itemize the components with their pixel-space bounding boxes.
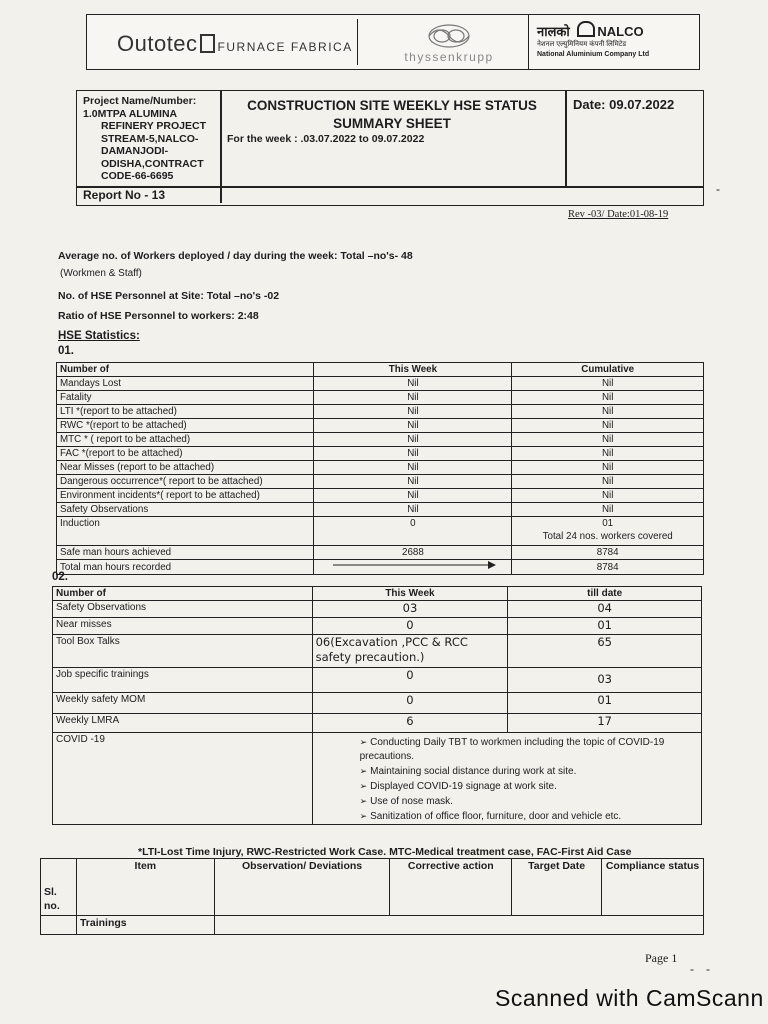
hse-personnel: No. of HSE Personnel at Site: Total –no's -02	[58, 290, 280, 302]
week-range: For the week : .03.07.2022 to 09.07.2022	[227, 133, 425, 145]
nalco-logo: नालको NALCO नेशनल एल्युमिनियम कंपनी लिमिटेड National Aluminium Company Ltd	[537, 21, 693, 65]
nalco-hindi-name: नालको	[537, 24, 570, 39]
covid-measures-list	[360, 735, 698, 824]
logo-divider	[357, 19, 358, 65]
report-number: Report No - 13	[83, 188, 166, 202]
report-date: Date: 09.07.2022	[573, 97, 675, 112]
table-row: Total man hours recorded 8784	[57, 560, 704, 575]
table-row: FAC *(report to be attached) Nil Nil	[57, 447, 704, 461]
table-row: Near misses 0 01	[53, 618, 702, 635]
table-row: MTC * ( report to be attached) Nil Nil	[57, 433, 704, 447]
nalco-emblem-icon	[577, 21, 595, 37]
logo-divider	[528, 15, 529, 69]
list-item: ➢ Maintaining social distance during work at site.	[360, 764, 698, 779]
section-01-label: 01.	[58, 345, 74, 357]
table-row: Safety Observations 03 04	[53, 601, 702, 618]
table-row: Trainings	[41, 916, 704, 935]
table-row: Induction 0 01 Total 24 nos. workers covered	[57, 517, 704, 546]
table-header: Sl. no. Item Observation/ Deviations Corrective action Target Date Compliance status	[41, 859, 704, 916]
nalco-subtitle: National Aluminium Company Ltd	[537, 51, 650, 58]
table-row: Environment incidents*( report to be attached) Nil Nil	[57, 489, 704, 503]
hse-statistics-table-1	[56, 362, 704, 575]
workers-count: Average no. of Workers deployed / day during the week: Total –no's- 48	[58, 250, 413, 262]
table-header: Number of This Week till date	[53, 587, 702, 601]
table-row: Weekly safety MOM 0 01	[53, 693, 702, 714]
list-item: ➢ Displayed COVID-19 signage at work site.	[360, 779, 698, 794]
table-row: Mandays Lost Nil Nil	[57, 377, 704, 391]
document-title: CONSTRUCTION SITE WEEKLY HSE STATUS SUMMARY SHEET	[247, 98, 537, 131]
table-row: LTI *(report to be attached) Nil Nil	[57, 405, 704, 419]
list-item: ➢ Use of nose mask.	[360, 794, 698, 809]
list-item: ➢ Conducting Daily TBT to workmen including the topic of COVID-19 precautions.	[360, 735, 698, 764]
table-row: Safety Observations Nil Nil	[57, 503, 704, 517]
table-row: Job specific trainings 0 03	[53, 668, 702, 693]
page-number: Page 1	[645, 951, 678, 965]
workers-subtitle: (Workmen & Staff)	[60, 268, 142, 279]
section-02-label: 02.	[52, 571, 68, 583]
table-row: Near Misses (report to be attached) Nil Nil	[57, 461, 704, 475]
logo-strip	[86, 14, 700, 70]
table-row: Tool Box Talks 06(Excavation ,PCC & RCC safety precaution.) 65	[53, 635, 702, 668]
hse-statistics-heading: HSE Statistics:	[58, 330, 140, 342]
table-row: Fatality Nil Nil	[57, 391, 704, 405]
table-row: Weekly LMRA 6 17	[53, 714, 702, 733]
table-row: Dangerous occurrence*( report to be attached) Nil Nil	[57, 475, 704, 489]
table-header: Number of This Week Cumulative	[57, 363, 704, 377]
table-row: RWC *(report to be attached) Nil Nil	[57, 419, 704, 433]
table-row: Safe man hours achieved 2688 8784	[57, 546, 704, 560]
svg-text:thyssenkrupp: thyssenkrupp	[404, 50, 494, 64]
report-header	[76, 90, 704, 206]
revision-info: Rev -03/ Date:01-08-19	[568, 209, 669, 220]
project-info: Project Name/Number: 1.0MTPA ALUMINA REFINERY PROJECT STREAM-5,NALCO- DAMANJODI- ODISHA,CONTRACT CODE-66-6695	[83, 95, 207, 182]
thyssenkrupp-logo	[369, 19, 529, 65]
abbreviation-footnote: *LTI-Lost Time Injury, RWC-Restricted Work Case. MTC-Medical treatment case, FAC-First Aid Case	[138, 846, 632, 858]
hse-ratio: Ratio of HSE Personnel to workers: 2:48	[58, 310, 259, 322]
list-item: ➢ Sanitization of office floor, furniture, door and vehicle etc.	[360, 809, 698, 824]
arrow-right-icon	[314, 560, 512, 575]
scanner-watermark: Scanned with CamScann	[495, 985, 764, 1011]
observation-table	[40, 858, 704, 935]
covid-row: COVID -19 ➢ Conducting Daily TBT to workmen including the topic of COVID-19 precautions. ➢ Maintaining social distance during work at site. ➢ Displayed COVID-19 signage at work site. ➢ Use of nose mask. ➢ Sanitization of office floor, furniture, door and vehicle etc.	[53, 733, 702, 825]
hse-statistics-table-2	[52, 586, 702, 825]
outotec-logo: Outotec FURNACE FABRICA	[117, 31, 353, 56]
nalco-hindi-sub: नेशनल एल्युमिनियम कंपनी लिमिटेड	[537, 41, 627, 48]
